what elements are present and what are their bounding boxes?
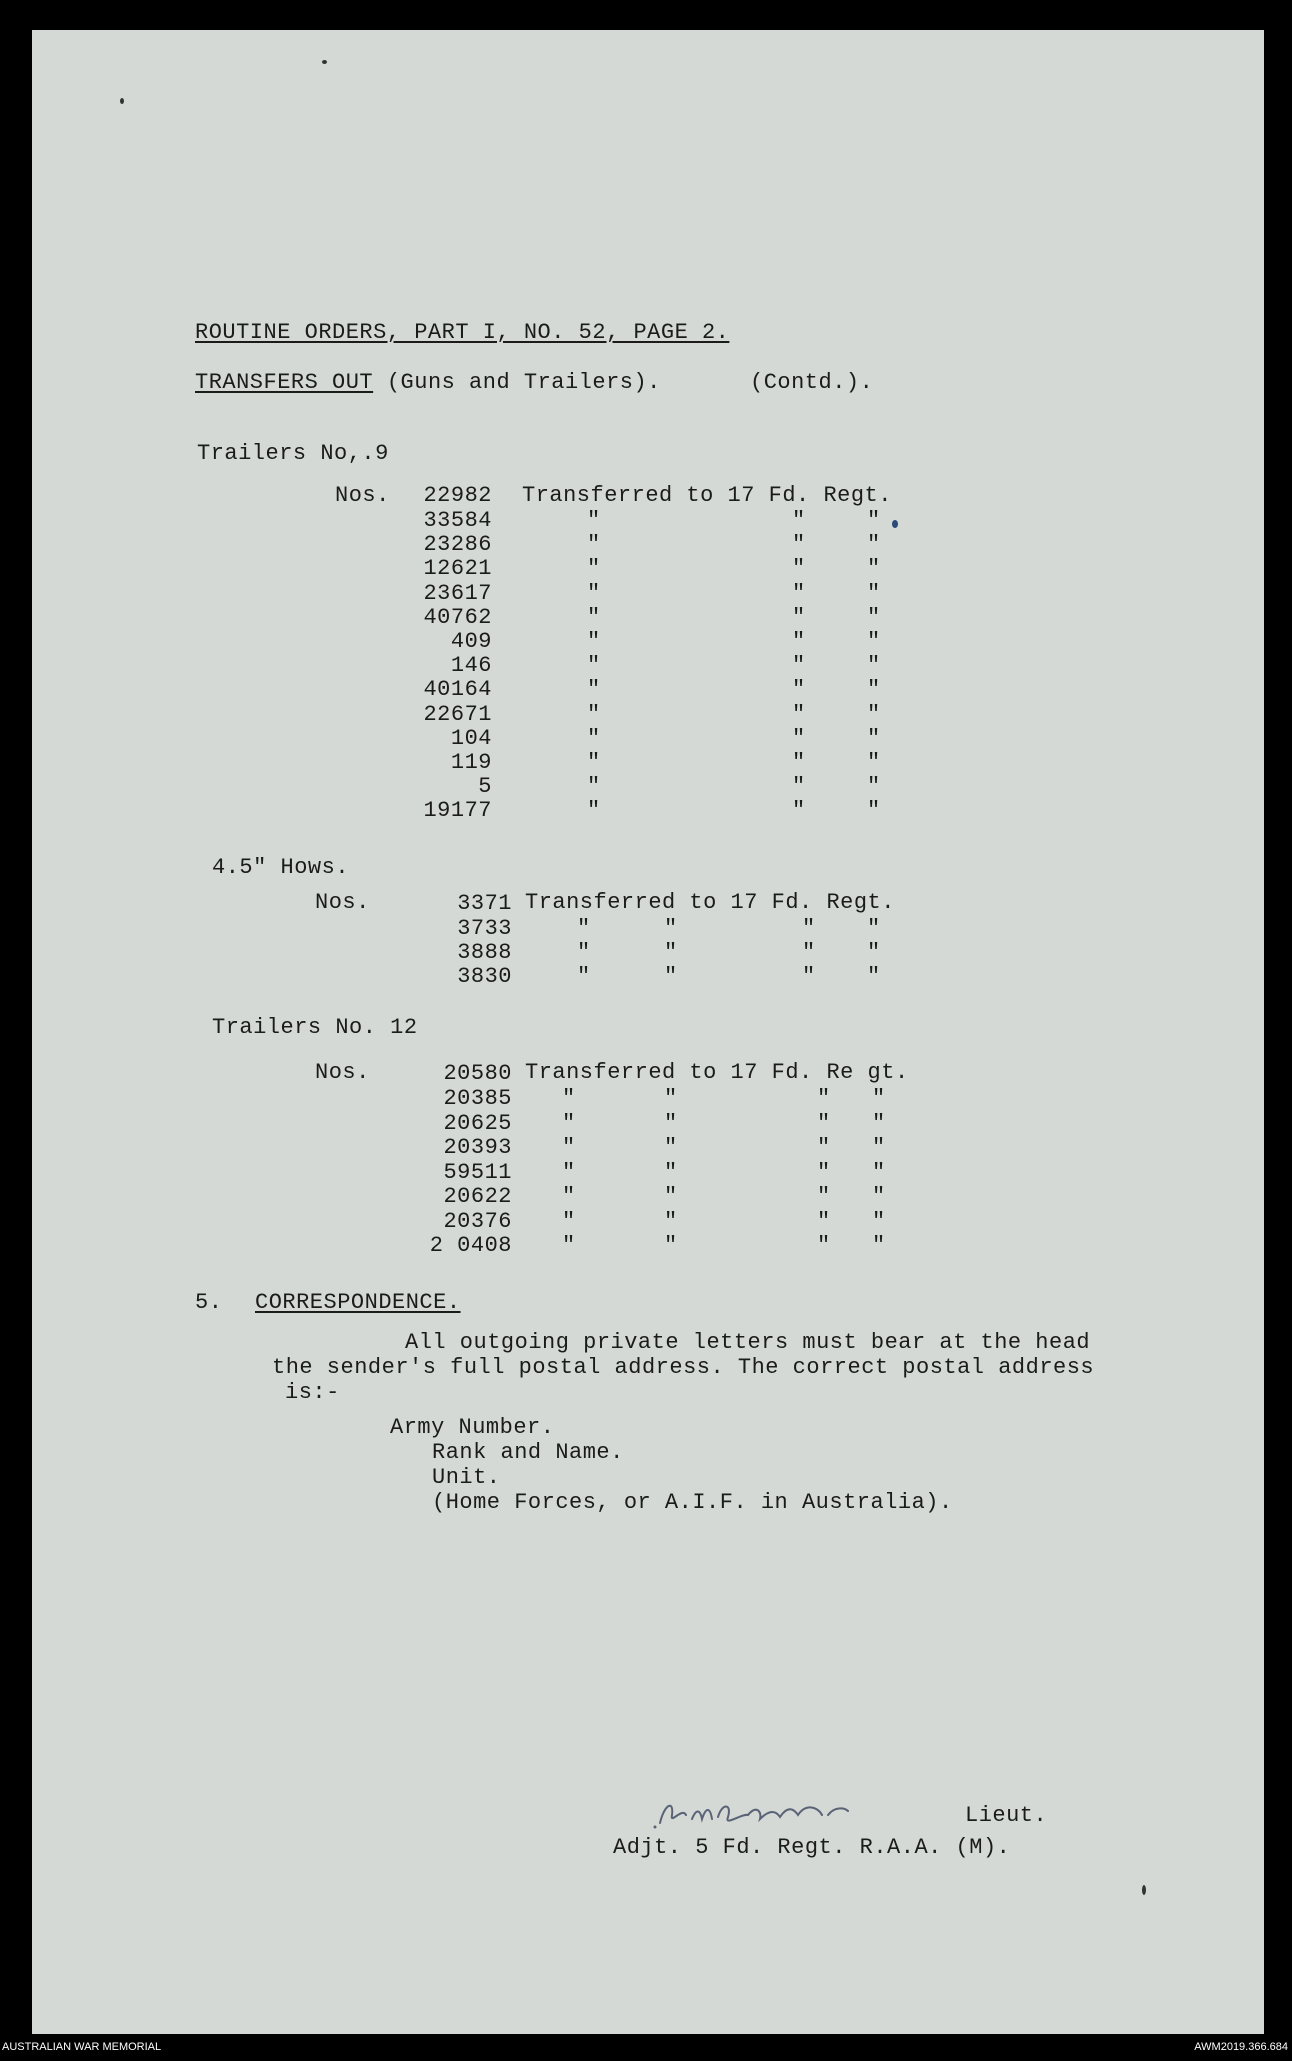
vehicle-number: 19177 bbox=[423, 798, 492, 824]
ditto-mark: " bbox=[587, 653, 601, 679]
transfer-text: Transferred to 17 Fd. Regt. bbox=[525, 890, 895, 915]
vehicle-number: 146 bbox=[450, 653, 492, 679]
ditto-mark: " bbox=[817, 1208, 831, 1234]
ditto-mark: " bbox=[587, 532, 601, 558]
ditto-mark: " bbox=[872, 1233, 886, 1258]
ditto-mark: " bbox=[817, 1086, 831, 1111]
ditto-mark: " bbox=[587, 774, 601, 800]
vehicle-number: 3888 bbox=[457, 940, 512, 965]
ditto-mark: " bbox=[562, 1184, 576, 1209]
ditto-mark: " bbox=[577, 964, 591, 989]
ditto-mark: " bbox=[792, 556, 806, 582]
vehicle-number: 20622 bbox=[443, 1184, 512, 1209]
signoff-appointment: Adjt. 5 Fd. Regt. R.A.A. (M). bbox=[613, 1835, 1011, 1860]
nos-label: Nos. bbox=[335, 483, 390, 508]
ditto-mark: " bbox=[562, 1110, 576, 1136]
vehicle-number: 104 bbox=[450, 725, 492, 751]
transfers-subtitle bbox=[195, 370, 661, 395]
ditto-mark: " bbox=[577, 940, 591, 965]
ditto-mark: " bbox=[792, 532, 806, 558]
ditto-mark: " bbox=[664, 916, 678, 941]
transfers-out-label: TRANSFERS OUT bbox=[195, 370, 374, 395]
transfer-text: Transferred to 17 Fd. Regt. bbox=[522, 483, 892, 508]
ditto-mark: " bbox=[792, 701, 806, 727]
ditto-mark: " bbox=[587, 580, 601, 606]
vehicle-number: 40164 bbox=[423, 677, 492, 703]
ditto-mark: " bbox=[664, 964, 678, 989]
ditto-mark: " bbox=[867, 940, 881, 965]
correspondence-line-3: is:- bbox=[285, 1380, 340, 1405]
ditto-mark: " bbox=[562, 1086, 576, 1111]
ditto-mark: " bbox=[867, 532, 881, 558]
vehicle-number: 3733 bbox=[457, 916, 512, 941]
ditto-mark: " bbox=[587, 677, 601, 703]
ditto-mark: " bbox=[867, 508, 881, 533]
document-page bbox=[32, 30, 1264, 2034]
ditto-mark: " bbox=[817, 1233, 831, 1258]
vehicle-number: 59511 bbox=[443, 1159, 512, 1185]
ditto-mark: " bbox=[664, 940, 678, 965]
vehicle-number: 20580 bbox=[443, 1061, 512, 1086]
ditto-mark: " bbox=[802, 940, 816, 965]
correspondence-heading: CORRESPONDENCE. bbox=[255, 1290, 461, 1315]
ditto-mark: " bbox=[872, 1110, 886, 1136]
section-heading: Trailers No. 12 bbox=[212, 1015, 418, 1040]
vehicle-number: 33584 bbox=[423, 508, 492, 533]
ditto-mark: " bbox=[562, 1233, 576, 1258]
ditto-mark: " bbox=[872, 1159, 886, 1185]
ditto-mark: " bbox=[587, 604, 601, 630]
vehicle-number: 3371 bbox=[457, 891, 512, 916]
nos-label: Nos. bbox=[315, 1060, 370, 1085]
handwritten-signature bbox=[652, 1785, 902, 1835]
ditto-mark: " bbox=[867, 916, 881, 941]
section-heading: 4.5" Hows. bbox=[212, 855, 350, 880]
ditto-mark: " bbox=[817, 1159, 831, 1185]
footer-accession-number: AWM2019.366.684 bbox=[1194, 2041, 1288, 2053]
vehicle-number: 2 0408 bbox=[429, 1233, 512, 1258]
ditto-mark: " bbox=[562, 1208, 576, 1234]
address-line: Army Number. bbox=[390, 1415, 555, 1440]
vehicle-number: 20393 bbox=[443, 1135, 512, 1160]
ditto-mark: " bbox=[587, 750, 601, 775]
nos-label: Nos. bbox=[315, 890, 370, 915]
ditto-mark: " bbox=[664, 1208, 678, 1234]
ditto-mark: " bbox=[802, 964, 816, 989]
ditto-mark: " bbox=[867, 725, 881, 751]
ditto-mark: " bbox=[792, 508, 806, 533]
ditto-mark: " bbox=[664, 1233, 678, 1258]
correspondence-line-1: All outgoing private letters must bear at the head bbox=[405, 1330, 1091, 1355]
contd-label: (Contd.). bbox=[750, 370, 874, 395]
signoff-rank: Lieut. bbox=[965, 1803, 1048, 1828]
ditto-mark: " bbox=[867, 798, 881, 824]
ditto-mark: " bbox=[867, 604, 881, 630]
vehicle-number: 23617 bbox=[423, 580, 492, 606]
ditto-mark: " bbox=[587, 725, 601, 751]
ditto-mark: " bbox=[664, 1184, 678, 1209]
vehicle-number: 20385 bbox=[443, 1086, 512, 1111]
vehicle-number: 22671 bbox=[423, 701, 492, 727]
paper-speck bbox=[322, 60, 327, 64]
ditto-mark: " bbox=[792, 750, 806, 775]
ditto-mark: " bbox=[872, 1184, 886, 1209]
ditto-mark: " bbox=[792, 580, 806, 606]
document-title: ROUTINE ORDERS, PART I, NO. 52, PAGE 2. bbox=[195, 320, 730, 345]
ditto-mark: " bbox=[792, 653, 806, 679]
ditto-mark: " bbox=[792, 604, 806, 630]
vehicle-number: 40762 bbox=[423, 604, 492, 630]
ditto-mark: " bbox=[664, 1110, 678, 1136]
ditto-mark: " bbox=[872, 1135, 886, 1160]
ditto-mark: " bbox=[867, 964, 881, 989]
correspondence-number: 5. bbox=[195, 1290, 223, 1315]
ditto-mark: " bbox=[867, 774, 881, 800]
ditto-mark: " bbox=[792, 774, 806, 800]
vehicle-number: 12621 bbox=[423, 556, 492, 582]
ditto-mark: " bbox=[792, 677, 806, 703]
transfers-out-detail: (Guns and Trailers). bbox=[373, 370, 661, 395]
ditto-mark: " bbox=[872, 1086, 886, 1111]
correspondence-line-2: the sender's full postal address. The correct postal address bbox=[272, 1355, 1095, 1380]
address-line: Rank and Name. bbox=[432, 1440, 624, 1465]
paper-speck bbox=[120, 98, 124, 104]
ditto-mark: " bbox=[867, 580, 881, 606]
vehicle-number: 20376 bbox=[443, 1208, 512, 1234]
address-line: Unit. bbox=[432, 1465, 501, 1490]
ditto-mark: " bbox=[664, 1086, 678, 1111]
ditto-mark: " bbox=[587, 556, 601, 582]
ditto-mark: " bbox=[587, 701, 601, 727]
vehicle-number: 3830 bbox=[457, 964, 512, 989]
ditto-mark: " bbox=[792, 798, 806, 824]
ditto-mark: " bbox=[867, 629, 881, 654]
ditto-mark: " bbox=[562, 1159, 576, 1185]
ditto-mark: " bbox=[664, 1135, 678, 1160]
section-heading: Trailers No,.9 bbox=[197, 441, 389, 466]
paper-speck bbox=[1142, 1885, 1146, 1895]
ditto-mark: " bbox=[867, 677, 881, 703]
ditto-mark: " bbox=[817, 1110, 831, 1136]
ditto-mark: " bbox=[817, 1135, 831, 1160]
ditto-mark: " bbox=[664, 1159, 678, 1185]
ditto-mark: " bbox=[867, 556, 881, 582]
vehicle-number: 119 bbox=[450, 750, 492, 775]
ditto-mark: " bbox=[867, 750, 881, 775]
ditto-mark: " bbox=[867, 653, 881, 679]
address-line: (Home Forces, or A.I.F. in Australia). bbox=[432, 1490, 953, 1515]
ditto-mark: " bbox=[872, 1208, 886, 1234]
ditto-mark: " bbox=[577, 916, 591, 941]
ditto-mark: " bbox=[802, 916, 816, 941]
ditto-mark: " bbox=[867, 701, 881, 727]
vehicle-number: 409 bbox=[450, 629, 492, 654]
paper-speck bbox=[892, 520, 898, 528]
vehicle-number: 23286 bbox=[423, 532, 492, 558]
vehicle-number: 20625 bbox=[443, 1110, 512, 1136]
ditto-mark: " bbox=[587, 508, 601, 533]
ditto-mark: " bbox=[562, 1135, 576, 1160]
ditto-mark: " bbox=[587, 798, 601, 824]
ditto-mark: " bbox=[817, 1184, 831, 1209]
ditto-mark: " bbox=[792, 629, 806, 654]
footer-credit: AUSTRALIAN WAR MEMORIAL bbox=[2, 2041, 162, 2053]
ditto-mark: " bbox=[792, 725, 806, 751]
vehicle-number: 22982 bbox=[423, 483, 492, 508]
vehicle-number: 5 bbox=[478, 774, 492, 800]
transfer-text: Transferred to 17 Fd. Re gt. bbox=[525, 1060, 909, 1085]
ditto-mark: " bbox=[587, 629, 601, 654]
